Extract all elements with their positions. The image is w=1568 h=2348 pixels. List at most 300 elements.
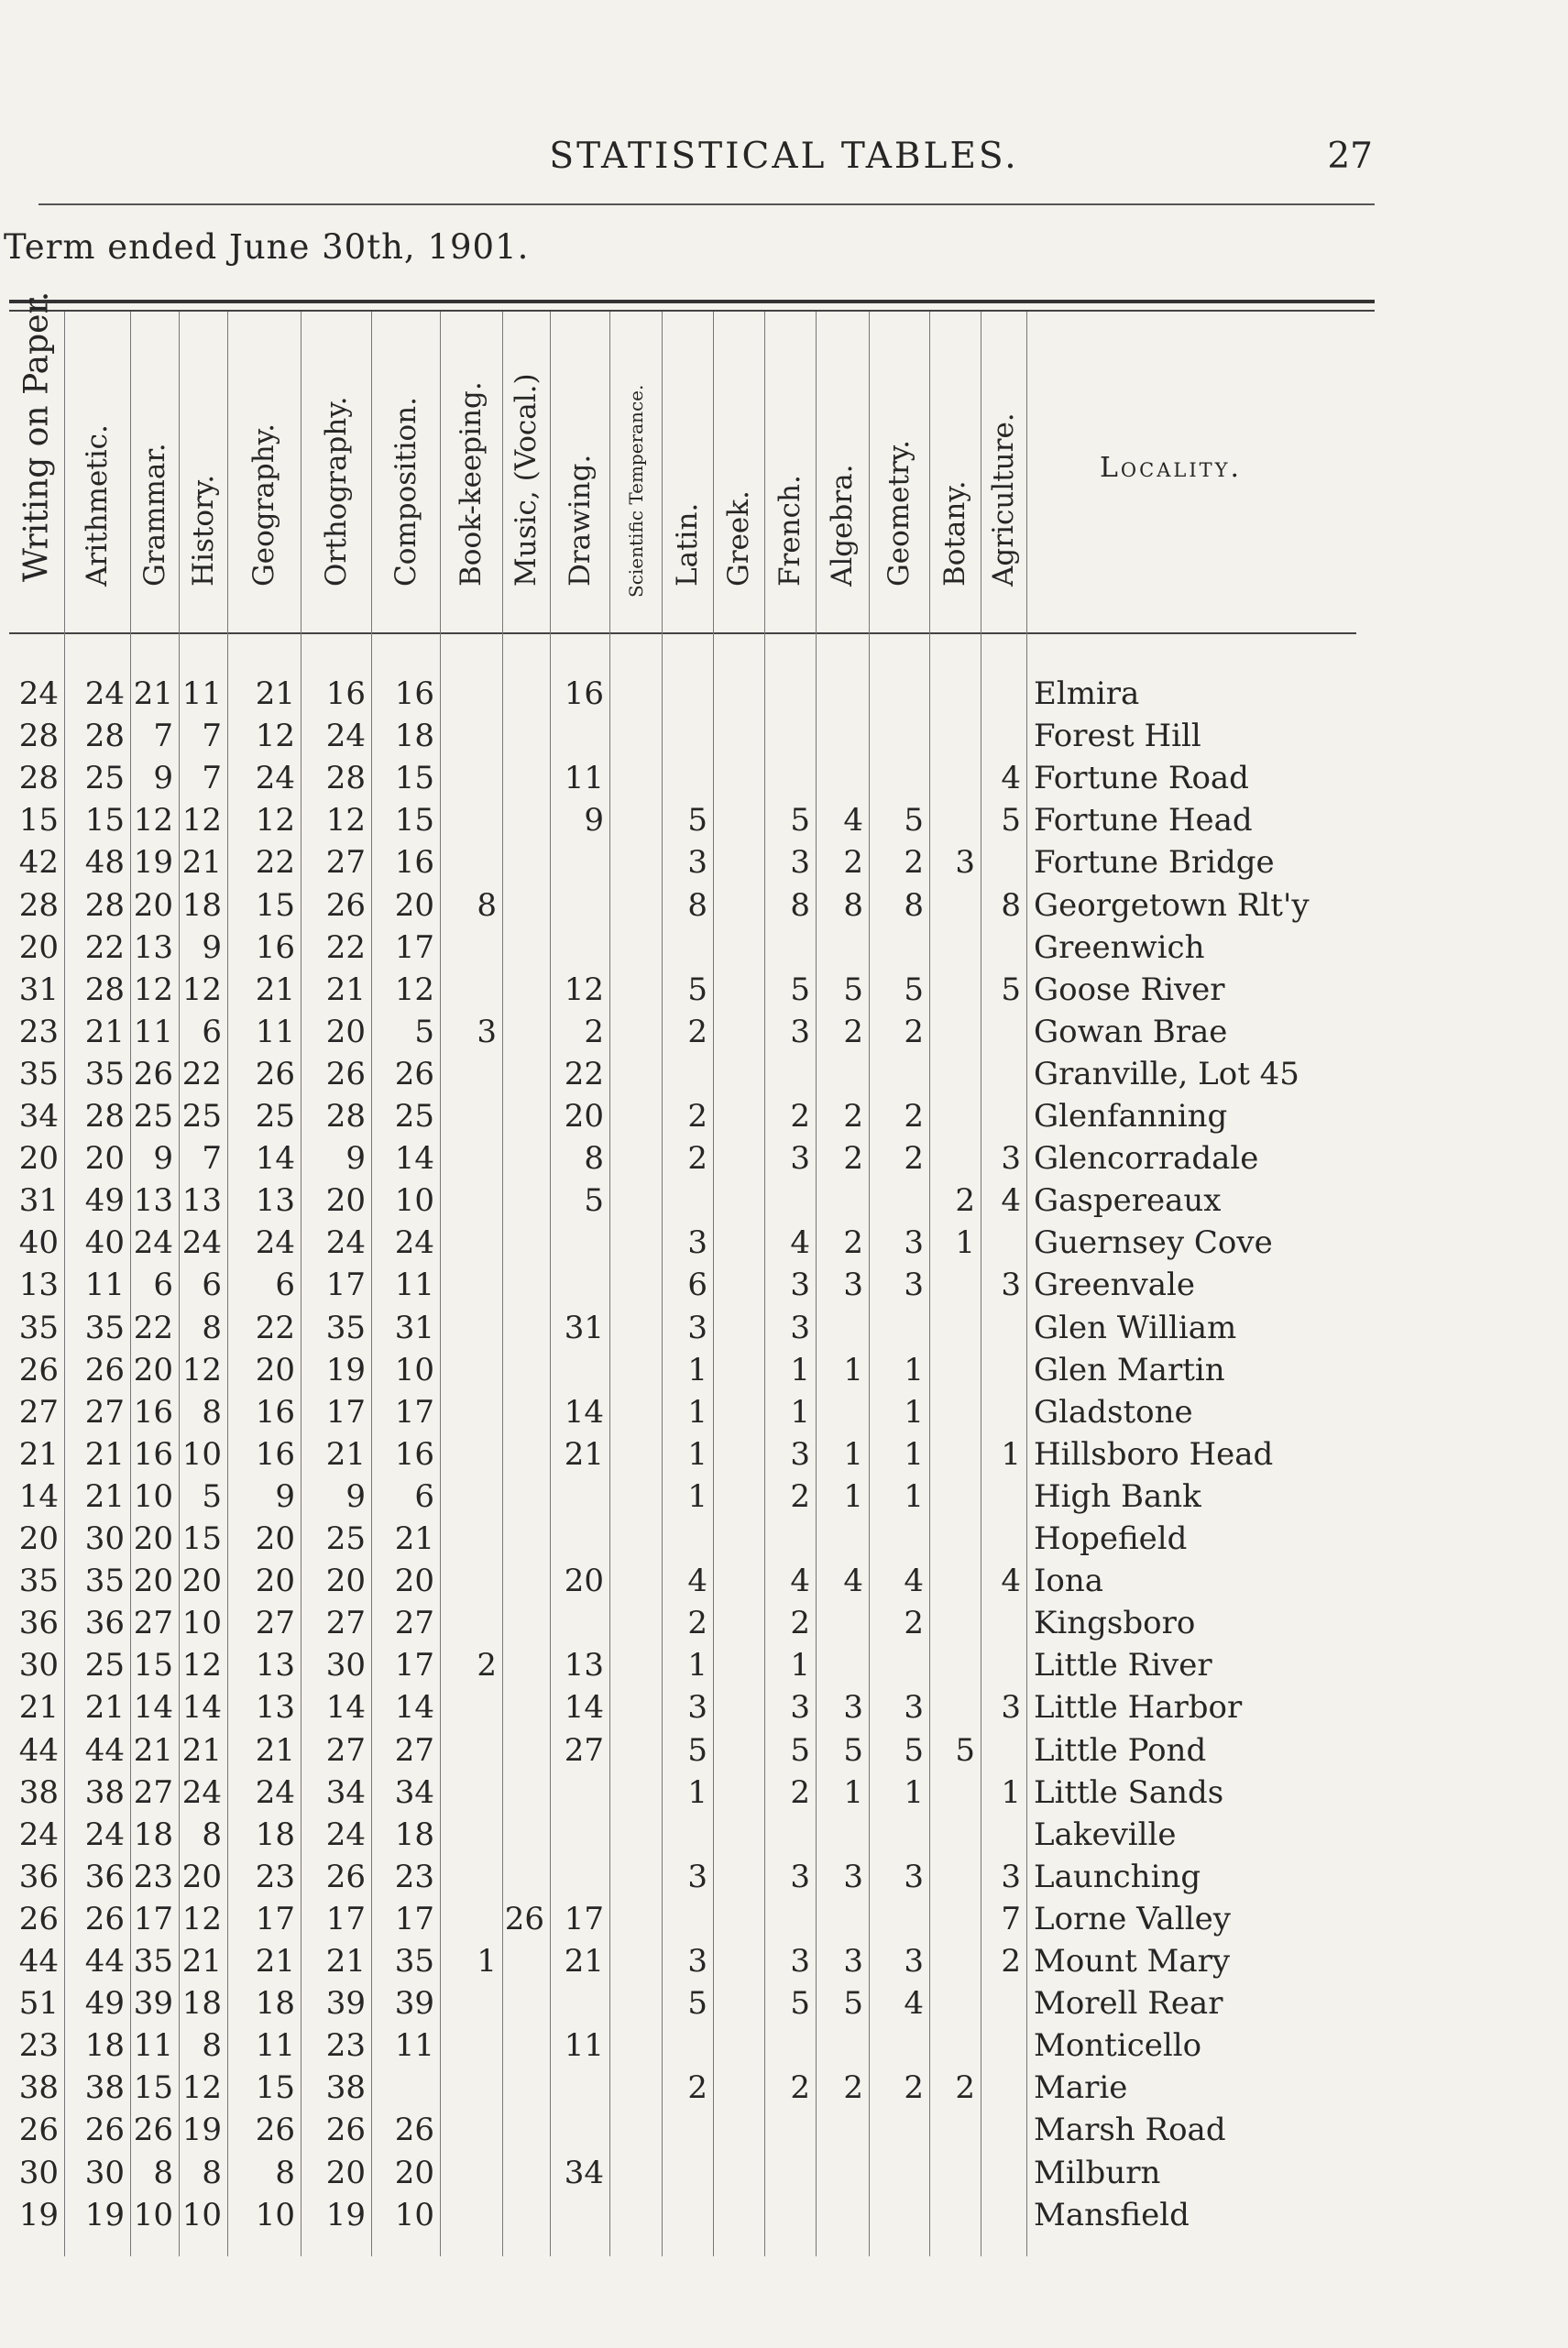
table-cell: 8 <box>275 2154 295 2191</box>
table-cell: 31 <box>394 1309 434 1346</box>
table-cell: 23 <box>18 2027 59 2065</box>
table-cell: 21 <box>325 971 366 1008</box>
table-cell: 3 <box>790 1858 810 1895</box>
table-cell: 21 <box>18 1435 59 1473</box>
column-header <box>662 312 713 632</box>
table-cell: 14 <box>133 1689 173 1727</box>
locality-name: Little Pond <box>1034 1731 1207 1769</box>
column-header-label: Orthography. <box>319 396 353 587</box>
table-cell: 25 <box>255 1098 295 1135</box>
table-cell: 27 <box>255 1605 295 1642</box>
table-cell: 24 <box>18 675 59 712</box>
column-header-label: Drawing. <box>563 454 597 587</box>
locality-name: Marie <box>1034 2069 1128 2107</box>
column-header-label: Composition. <box>389 397 422 587</box>
table-cell: 18 <box>84 2027 125 2065</box>
column-header <box>440 312 502 632</box>
table-cell: 14 <box>564 1393 604 1431</box>
column-rule <box>1026 312 1027 2256</box>
locality-name: Gaspereaux <box>1034 1182 1222 1220</box>
table-cell: 15 <box>255 2069 295 2107</box>
table-cell: 12 <box>564 971 604 1008</box>
table-cell: 20 <box>394 886 434 924</box>
table-cell: 4 <box>1001 1563 1021 1600</box>
locality-name: Little Sands <box>1034 1773 1224 1811</box>
table-cell: 30 <box>18 1647 59 1684</box>
table-cell: 10 <box>394 1182 434 1220</box>
table-cell: 6 <box>414 1477 434 1515</box>
table-cell: 1 <box>843 1435 863 1473</box>
table-cell: 26 <box>325 886 366 924</box>
table-cell: 3 <box>687 1858 707 1895</box>
column-header-label: Botany. <box>938 480 971 587</box>
table-cell: 25 <box>394 1098 434 1135</box>
table-cell: 6 <box>202 1013 222 1050</box>
table-cell: 3 <box>904 1267 924 1304</box>
column-header <box>179 312 227 632</box>
table-cell: 8 <box>202 1393 222 1431</box>
table-cell: 8 <box>153 2154 173 2191</box>
table-cell: 27 <box>18 1393 59 1431</box>
table-cell: 1 <box>904 1435 924 1473</box>
table-cell: 15 <box>133 2069 173 2107</box>
table-cell: 17 <box>394 1393 434 1431</box>
table-cell: 9 <box>584 802 604 839</box>
table-cell: 39 <box>394 1985 434 2023</box>
table-cell: 20 <box>255 1351 295 1388</box>
table-cell: 14 <box>394 1140 434 1178</box>
locality-header: Locality. <box>1100 452 1243 484</box>
table-cell: 27 <box>394 1731 434 1769</box>
table-cell: 35 <box>133 1943 173 1980</box>
table-cell: 5 <box>584 1182 604 1220</box>
table-cell: 1 <box>477 1943 497 1980</box>
table-cell: 5 <box>687 1985 707 2023</box>
table-cell: 26 <box>325 1055 366 1092</box>
table-cell: 17 <box>394 1647 434 1684</box>
table-cell: 11 <box>394 1267 434 1304</box>
locality-name: Forest Hill <box>1034 718 1201 755</box>
table-cell: 2 <box>904 1098 924 1135</box>
table-cell: 24 <box>255 760 295 797</box>
table-cell: 19 <box>325 2196 366 2233</box>
table-cell: 8 <box>477 886 497 924</box>
table-cell: 39 <box>325 1985 366 2023</box>
table-cell: 24 <box>325 1816 366 1853</box>
table-cell: 35 <box>325 1309 366 1346</box>
table-cell: 17 <box>394 1900 434 1937</box>
table-cell: 9 <box>275 1477 295 1515</box>
table-cell: 7 <box>1001 1900 1021 1937</box>
table-cell: 26 <box>255 1055 295 1092</box>
table-cell: 3 <box>843 1858 863 1895</box>
table-cell: 24 <box>84 1816 125 1853</box>
locality-name: Fortune Head <box>1034 802 1253 839</box>
locality-name: Kingsboro <box>1034 1605 1196 1642</box>
table-cell: 20 <box>325 2154 366 2191</box>
table-cell: 2 <box>477 1647 497 1684</box>
table-cell: 15 <box>181 1520 222 1557</box>
table-cell: 10 <box>133 2196 173 2233</box>
table-cell: 1 <box>790 1351 810 1388</box>
table-cell: 30 <box>84 2154 125 2191</box>
table-cell: 28 <box>84 971 125 1008</box>
locality-name: Fortune Road <box>1034 760 1249 797</box>
column-header-label: Arithmetic. <box>81 424 114 587</box>
table-cell: 2 <box>790 1773 810 1811</box>
table-cell: 35 <box>18 1309 59 1346</box>
table-cell: 8 <box>843 886 863 924</box>
table-cell: 2 <box>687 1098 707 1135</box>
table-cell: 11 <box>84 1267 125 1304</box>
table-cell: 21 <box>325 1435 366 1473</box>
table-cell: 5 <box>687 1731 707 1769</box>
table-cell: 2 <box>687 1605 707 1642</box>
table-cell: 1 <box>687 1393 707 1431</box>
table-cell: 20 <box>255 1563 295 1600</box>
table-cell: 20 <box>18 1140 59 1178</box>
column-header <box>981 312 1026 632</box>
table-cell: 25 <box>133 1098 173 1135</box>
table-cell: 1 <box>843 1351 863 1388</box>
table-cell: 21 <box>564 1435 604 1473</box>
table-cell: 2 <box>843 844 863 882</box>
table-cell: 13 <box>133 1182 173 1220</box>
column-header-label: Music, (Vocal.) <box>510 373 543 587</box>
locality-name: Lorne Valley <box>1034 1900 1231 1937</box>
table-cell: 1 <box>1001 1435 1021 1473</box>
table-cell: 19 <box>18 2196 59 2233</box>
table-cell: 24 <box>181 1773 222 1811</box>
table-cell: 3 <box>904 1689 924 1727</box>
table-cell: 11 <box>394 2027 434 2065</box>
table-cell: 3 <box>790 844 810 882</box>
table-cell: 3 <box>904 1943 924 1980</box>
table-cell: 6 <box>202 1267 222 1304</box>
table-cell: 2 <box>904 1140 924 1178</box>
table-cell: 28 <box>325 760 366 797</box>
table-cell: 27 <box>564 1731 604 1769</box>
locality-name: Georgetown Rlt'y <box>1034 886 1310 924</box>
table-cell: 28 <box>84 886 125 924</box>
table-cell: 3 <box>687 1224 707 1262</box>
table-cell: 22 <box>325 928 366 966</box>
column-header-label: Agriculture. <box>987 412 1020 587</box>
table-cell: 38 <box>84 2069 125 2107</box>
table-cell: 30 <box>84 1520 125 1557</box>
table-cell: 9 <box>153 760 173 797</box>
table-cell: 16 <box>394 1435 434 1473</box>
locality-name: Hillsboro Head <box>1034 1435 1274 1473</box>
column-header <box>130 312 179 632</box>
table-cell: 21 <box>255 675 295 712</box>
table-cell: 20 <box>133 886 173 924</box>
table-top-rule <box>9 300 1375 303</box>
table-cell: 21 <box>84 1435 125 1473</box>
locality-name: Little Harbor <box>1034 1689 1243 1727</box>
table-cell: 2 <box>790 1098 810 1135</box>
table-cell: 16 <box>255 1393 295 1431</box>
table-cell: 4 <box>904 1563 924 1600</box>
table-cell: 22 <box>181 1055 222 1092</box>
table-cell: 11 <box>564 760 604 797</box>
locality-name: Monticello <box>1034 2027 1202 2065</box>
table-cell: 4 <box>1001 760 1021 797</box>
running-title: STATISTICAL TABLES. <box>549 136 1019 177</box>
table-cell: 20 <box>181 1858 222 1895</box>
table-cell: 8 <box>202 2027 222 2065</box>
locality-name: Glenfanning <box>1034 1098 1228 1135</box>
table-cell: 16 <box>564 675 604 712</box>
table-cell: 2 <box>790 1605 810 1642</box>
locality-name: High Bank <box>1034 1477 1201 1515</box>
table-cell: 24 <box>255 1773 295 1811</box>
column-header-label: French. <box>773 475 806 587</box>
table-cell: 12 <box>255 802 295 839</box>
table-cell: 2 <box>843 1013 863 1050</box>
table-cell: 15 <box>394 760 434 797</box>
table-cell: 30 <box>325 1647 366 1684</box>
table-cell: 12 <box>181 802 222 839</box>
table-cell: 3 <box>687 1689 707 1727</box>
table-cell: 35 <box>18 1055 59 1092</box>
table-cell: 16 <box>394 675 434 712</box>
table-cell: 8 <box>790 886 810 924</box>
table-cell: 3 <box>790 1140 810 1178</box>
table-cell: 35 <box>394 1943 434 1980</box>
table-cell: 3 <box>1001 1140 1021 1178</box>
table-cell: 26 <box>84 1900 125 1937</box>
table-cell: 5 <box>904 802 924 839</box>
table-cell: 39 <box>133 1985 173 2023</box>
locality-name: Fortune Bridge <box>1034 844 1275 882</box>
table-cell: 17 <box>325 1393 366 1431</box>
table-cell: 17 <box>325 1900 366 1937</box>
table-cell: 27 <box>325 1605 366 1642</box>
column-header <box>550 312 609 632</box>
table-cell: 16 <box>133 1435 173 1473</box>
column-header <box>9 291 64 632</box>
table-cell: 10 <box>255 2196 295 2233</box>
table-cell: 4 <box>904 1985 924 2023</box>
column-header <box>764 312 816 632</box>
table-cell: 12 <box>394 971 434 1008</box>
table-cell: 4 <box>687 1563 707 1600</box>
table-cell: 22 <box>255 1309 295 1346</box>
table-cell: 9 <box>153 1140 173 1178</box>
table-cell: 5 <box>843 1731 863 1769</box>
table-cell: 28 <box>18 886 59 924</box>
table-cell: 14 <box>255 1140 295 1178</box>
table-cell: 22 <box>84 928 125 966</box>
table-cell: 24 <box>181 1224 222 1262</box>
table-cell: 4 <box>790 1563 810 1600</box>
column-header <box>371 312 440 632</box>
table-cell: 24 <box>325 718 366 755</box>
table-cell: 3 <box>790 1689 810 1727</box>
column-header-label: Book-keeping. <box>455 381 488 587</box>
table-cell: 12 <box>181 1647 222 1684</box>
locality-name: Mount Mary <box>1034 1943 1231 1980</box>
locality-name: Glen William <box>1034 1309 1237 1346</box>
table-header-rule <box>9 632 1356 634</box>
table-cell: 21 <box>325 1943 366 1980</box>
table-cell: 20 <box>255 1520 295 1557</box>
table-cell: 3 <box>790 1013 810 1050</box>
table-cell: 1 <box>1001 1773 1021 1811</box>
table-cell: 21 <box>18 1689 59 1727</box>
table-cell: 13 <box>133 928 173 966</box>
table-cell: 49 <box>84 1182 125 1220</box>
table-cell: 24 <box>133 1224 173 1262</box>
table-cell: 21 <box>84 1013 125 1050</box>
table-cell: 34 <box>325 1773 366 1811</box>
table-cell: 7 <box>202 718 222 755</box>
table-cell: 44 <box>84 1731 125 1769</box>
table-cell: 18 <box>394 1816 434 1853</box>
table-cell: 5 <box>790 1731 810 1769</box>
table-cell: 13 <box>18 1267 59 1304</box>
table-cell: 35 <box>84 1055 125 1092</box>
table-cell: 3 <box>904 1858 924 1895</box>
table-cell: 27 <box>394 1605 434 1642</box>
table-cell: 1 <box>790 1393 810 1431</box>
table-cell: 8 <box>687 886 707 924</box>
locality-name: Greenwich <box>1034 928 1205 966</box>
table-cell: 13 <box>255 1647 295 1684</box>
column-header <box>869 312 929 632</box>
table-cell: 3 <box>843 1689 863 1727</box>
locality-name: Mansfield <box>1034 2196 1190 2233</box>
table-cell: 17 <box>325 1267 366 1304</box>
table-cell: 17 <box>564 1900 604 1937</box>
table-cell: 28 <box>84 718 125 755</box>
locality-name: Morell Rear <box>1034 1985 1223 2023</box>
table-cell: 12 <box>181 1900 222 1937</box>
table-cell: 24 <box>255 1224 295 1262</box>
table-cell: 7 <box>153 718 173 755</box>
table-cell: 5 <box>1001 971 1021 1008</box>
table-cell: 35 <box>84 1563 125 1600</box>
table-cell: 20 <box>564 1563 604 1600</box>
table-cell: 20 <box>133 1563 173 1600</box>
table-cell: 3 <box>1001 1689 1021 1727</box>
table-cell: 10 <box>133 1477 173 1515</box>
table-cell: 5 <box>843 971 863 1008</box>
table-cell: 20 <box>564 1098 604 1135</box>
table-cell: 8 <box>904 886 924 924</box>
table-cell: 16 <box>394 844 434 882</box>
table-cell: 21 <box>255 971 295 1008</box>
table-cell: 4 <box>843 802 863 839</box>
table-cell: 8 <box>584 1140 604 1178</box>
column-header-label: Scientific Temperance. <box>624 384 647 598</box>
locality-name: Milburn <box>1034 2154 1161 2191</box>
column-header <box>816 312 869 632</box>
column-header-label: Geography. <box>247 423 280 587</box>
table-cell: 2 <box>843 1140 863 1178</box>
table-cell: 6 <box>275 1267 295 1304</box>
table-cell: 20 <box>394 1563 434 1600</box>
table-cell: 23 <box>325 2027 366 2065</box>
locality-name: Marsh Road <box>1034 2112 1226 2149</box>
table-cell: 1 <box>843 1477 863 1515</box>
locality-name: Guernsey Cove <box>1034 1224 1273 1262</box>
locality-name: Greenvale <box>1034 1267 1196 1304</box>
table-cell: 19 <box>84 2196 125 2233</box>
locality-name: Granville, Lot 45 <box>1034 1055 1299 1092</box>
table-cell: 28 <box>84 1098 125 1135</box>
table-cell: 21 <box>133 675 173 712</box>
table-cell: 17 <box>394 928 434 966</box>
table-cell: 1 <box>955 1224 975 1262</box>
table-cell: 27 <box>133 1773 173 1811</box>
table-cell: 5 <box>790 1985 810 2023</box>
table-cell: 1 <box>904 1477 924 1515</box>
table-cell: 11 <box>255 2027 295 2065</box>
column-header <box>609 312 662 632</box>
table-cell: 28 <box>18 718 59 755</box>
table-cell: 1 <box>843 1773 863 1811</box>
table-cell: 11 <box>133 2027 173 2065</box>
table-cell: 26 <box>325 1858 366 1895</box>
column-header <box>301 312 371 632</box>
column-header-label: Algebra. <box>826 464 859 587</box>
table-cell: 36 <box>84 1605 125 1642</box>
table-cell: 44 <box>18 1731 59 1769</box>
locality-name: Goose River <box>1034 971 1225 1008</box>
table-cell: 22 <box>564 1055 604 1092</box>
table-cell: 19 <box>181 2112 222 2149</box>
table-cell: 38 <box>325 2069 366 2107</box>
table-cell: 19 <box>325 1351 366 1388</box>
table-cell: 3 <box>843 1943 863 1980</box>
table-cell: 3 <box>1001 1858 1021 1895</box>
table-cell: 21 <box>133 1731 173 1769</box>
table-cell: 18 <box>181 886 222 924</box>
locality-name: Hopefield <box>1034 1520 1188 1557</box>
table-cell: 48 <box>84 844 125 882</box>
table-cell: 1 <box>904 1351 924 1388</box>
table-cell: 27 <box>325 1731 366 1769</box>
table-cell: 2 <box>904 1013 924 1050</box>
table-cell: 2 <box>843 1224 863 1262</box>
table-cell: 49 <box>84 1985 125 2023</box>
table-cell: 26 <box>504 1900 544 1937</box>
table-cell: 40 <box>84 1224 125 1262</box>
table-cell: 22 <box>255 844 295 882</box>
table-cell: 1 <box>904 1773 924 1811</box>
table-cell: 21 <box>181 1943 222 1980</box>
table-cell: 13 <box>255 1689 295 1727</box>
table-cell: 20 <box>18 1520 59 1557</box>
table-cell: 13 <box>255 1182 295 1220</box>
table-cell: 26 <box>18 2112 59 2149</box>
table-cell: 38 <box>18 1773 59 1811</box>
table-cell: 12 <box>325 802 366 839</box>
table-cell: 22 <box>133 1309 173 1346</box>
locality-name: Lakeville <box>1034 1816 1177 1853</box>
table-cell: 2 <box>904 2069 924 2107</box>
locality-name: Gladstone <box>1034 1393 1193 1431</box>
table-cell: 26 <box>394 1055 434 1092</box>
locality-name: Gowan Brae <box>1034 1013 1228 1050</box>
table-cell: 25 <box>84 1647 125 1684</box>
table-cell: 36 <box>84 1858 125 1895</box>
table-cell: 3 <box>955 844 975 882</box>
table-cell: 2 <box>687 2069 707 2107</box>
table-cell: 1 <box>904 1393 924 1431</box>
